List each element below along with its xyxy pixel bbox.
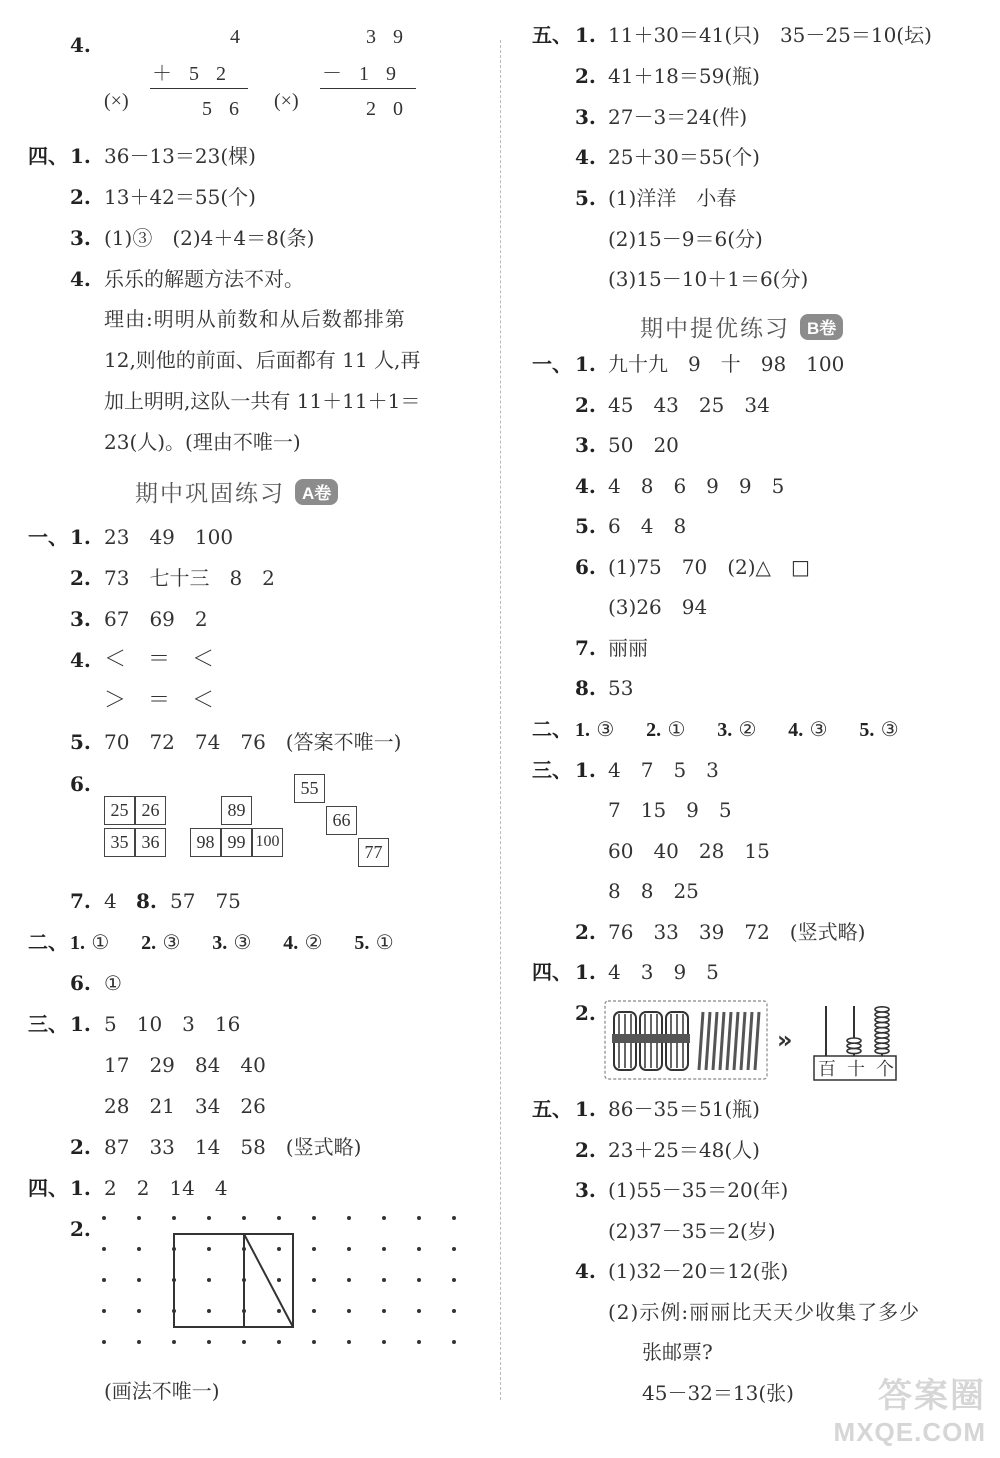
answer: 11＋30＝41(只) 35－25＝10(坛)	[608, 23, 932, 47]
q4-number: 4.	[70, 33, 91, 57]
q-number: 4.	[70, 267, 91, 291]
grid-cell: 99	[221, 828, 252, 857]
answer: 36－13＝23(棵)	[104, 144, 256, 168]
answer: 九十九 9 十 98 100	[608, 352, 845, 376]
grid-dot	[242, 1216, 246, 1220]
diagonal-line	[244, 1234, 293, 1327]
calc1-mid: ＋ 5 2	[152, 63, 232, 85]
answer: ＜ ＝ ＜	[104, 647, 215, 672]
stick	[741, 1012, 745, 1070]
grid-dot	[172, 1340, 176, 1344]
answer: ①	[91, 930, 110, 954]
bead	[847, 1038, 861, 1043]
section-five: 五、	[532, 23, 572, 47]
q-number: 6.	[575, 555, 596, 579]
q-number: 3.	[212, 932, 228, 954]
q-number: 7.	[575, 636, 596, 660]
answer: ③	[233, 930, 252, 954]
q-number: 3.	[575, 1178, 596, 1202]
grid-dot	[452, 1247, 456, 1251]
grid-dot	[417, 1247, 421, 1251]
answer: 2 2 14 4	[104, 1176, 228, 1200]
grid-cell: 100	[252, 828, 283, 857]
grid-dot	[382, 1247, 386, 1251]
calc1-line	[150, 88, 248, 89]
q-number: 5.	[859, 719, 875, 741]
q-number: 4.	[788, 719, 804, 741]
grid-dot	[452, 1216, 456, 1220]
answer: (1)32－20＝12(张)	[608, 1259, 789, 1283]
answer: 86－35＝51(瓶)	[608, 1097, 760, 1121]
section-two: 二、	[28, 930, 68, 954]
grid-dot	[452, 1340, 456, 1344]
grid-dot	[102, 1216, 106, 1220]
q-number: 4.	[575, 145, 596, 169]
grid-dot	[277, 1309, 281, 1313]
badge-a: A卷	[295, 479, 338, 505]
section-two: 二、	[532, 717, 572, 741]
answer: ③	[596, 717, 615, 741]
answer: (1)55－35＝20(年)	[608, 1178, 789, 1202]
vertical-calc-2	[270, 22, 430, 132]
grid-dot	[172, 1216, 176, 1220]
grid-dot	[347, 1278, 351, 1282]
answer: ③	[880, 717, 899, 741]
grid-dot	[347, 1309, 351, 1313]
reason-line: 加上明明,这队一共有 11＋11＋1＝	[104, 389, 421, 413]
grid-dot	[207, 1340, 211, 1344]
choice-row	[575, 716, 899, 743]
grid-cell: 35	[104, 828, 135, 857]
reason-line: 12,则他的前面、后面都有 11 人,再	[104, 348, 421, 372]
grid-dot	[382, 1278, 386, 1282]
answer: 67 69 2	[104, 607, 208, 631]
answer: 4 7 5 3	[608, 758, 719, 782]
vertical-calc-1	[100, 22, 260, 132]
grid-cell: 89	[221, 796, 252, 825]
q-number: 5.	[575, 514, 596, 538]
grid-dot	[382, 1216, 386, 1220]
answer: 70 72 74 76 (答案不唯一)	[104, 730, 402, 754]
answer: 6 4 8	[608, 514, 687, 538]
grid-cell: 26	[135, 796, 166, 825]
section-heading-a	[135, 475, 338, 508]
q-number: 2.	[575, 920, 596, 944]
grid-dot	[102, 1278, 106, 1282]
beads-tens	[847, 1038, 861, 1054]
answer: ①	[104, 971, 122, 995]
q-number: 3.	[70, 607, 91, 631]
bead	[875, 1007, 889, 1012]
q-number: 1.	[575, 1097, 596, 1121]
answer: 45 43 25 34	[608, 393, 770, 417]
calc2-top: 3 9	[366, 26, 409, 48]
dot-grid-drawing	[95, 1210, 470, 1360]
calc2-mid: － 1 9	[322, 63, 402, 85]
answer: 乐乐的解题方法不对。	[104, 267, 304, 291]
grid-dot	[102, 1247, 106, 1251]
heading-title: 期中提优练习	[640, 316, 790, 342]
section-one: 一、	[28, 525, 68, 549]
stick	[755, 1012, 759, 1070]
stick	[713, 1012, 717, 1070]
column-divider	[500, 40, 501, 1400]
q-number: 1.	[70, 932, 85, 954]
q-number: 1.	[575, 758, 596, 782]
answer: 23 49 100	[104, 525, 234, 549]
answer: ③	[809, 717, 828, 741]
grid-dot	[417, 1278, 421, 1282]
grid-dot	[102, 1340, 106, 1344]
calc2-result: 2 0	[366, 98, 409, 120]
abacus-labels	[818, 1057, 894, 1083]
answer: 41＋18＝59(瓶)	[608, 64, 760, 88]
calc1-top: 4	[230, 26, 240, 48]
bundle	[612, 1012, 638, 1070]
answer: 50 20	[608, 433, 679, 457]
answer: 张邮票?	[642, 1340, 713, 1364]
answer: 76 33 39 72 (竖式略)	[608, 920, 866, 944]
choice-row	[70, 929, 394, 956]
grid-dot	[312, 1247, 316, 1251]
grid-dot	[417, 1216, 421, 1220]
answer: 57 75	[170, 889, 241, 913]
q-number: 6.	[70, 772, 91, 796]
q-number: 2.	[70, 1135, 91, 1159]
arrow-icon: »	[777, 1026, 793, 1054]
grid-dot	[207, 1216, 211, 1220]
grid-dot	[207, 1309, 211, 1313]
section-four: 四、	[28, 1176, 68, 1200]
answer: 27－3＝24(件)	[608, 105, 748, 129]
grid-dot	[277, 1216, 281, 1220]
answer: 23＋25＝48(人)	[608, 1138, 760, 1162]
grid-cell: 25	[104, 796, 135, 825]
grid-dot	[137, 1309, 141, 1313]
section-one: 一、	[532, 352, 572, 376]
answer: (2)37－35＝2(岁)	[608, 1219, 776, 1243]
calc1-result: 5 6	[202, 98, 245, 120]
grid-dot	[207, 1247, 211, 1251]
section-five: 五、	[532, 1097, 572, 1121]
answer: 73 七十三 8 2	[104, 566, 275, 590]
q-number: 2.	[575, 1138, 596, 1162]
bundle	[664, 1012, 690, 1070]
grid-dot	[347, 1216, 351, 1220]
grid-cell: 66	[326, 806, 357, 835]
answer: (2)15－9＝6(分)	[608, 227, 763, 251]
answer: (1)75 70 (2)△ □	[608, 555, 810, 579]
grid-dot	[347, 1247, 351, 1251]
answer: (2)示例:丽丽比天天少收集了多少	[608, 1300, 921, 1324]
section-three: 三、	[532, 758, 572, 782]
answer: 45－32＝13(张)	[642, 1381, 794, 1405]
q-number: 2.	[70, 566, 91, 590]
answer: 丽丽	[608, 636, 648, 660]
stick	[720, 1012, 724, 1070]
q-number: 5.	[575, 186, 596, 210]
q-number: 1.	[70, 525, 91, 549]
beads-ones	[875, 1007, 889, 1054]
grid-dot	[382, 1340, 386, 1344]
q-number: 7.	[70, 889, 91, 913]
q-number: 2.	[141, 932, 157, 954]
q-number: 2.	[646, 719, 662, 741]
answer: ①	[667, 717, 686, 741]
q-number: 1.	[575, 352, 596, 376]
q-number: 1.	[70, 144, 91, 168]
section-heading-b	[640, 310, 843, 343]
answer: 87 33 14 58 (竖式略)	[104, 1135, 362, 1159]
q-number: 4.	[70, 648, 91, 672]
heading-title: 期中巩固练习	[135, 481, 285, 507]
grid-dot	[417, 1340, 421, 1344]
calc2-line	[320, 88, 416, 89]
abacus-label: 十	[847, 1059, 865, 1080]
stick	[734, 1012, 738, 1070]
answer: 5 10 3 16	[104, 1012, 241, 1036]
q-number: 5.	[70, 730, 91, 754]
q-number: 8.	[575, 676, 596, 700]
section-four: 四、	[532, 960, 572, 984]
single-sticks	[699, 1012, 759, 1070]
q-number: 1.	[575, 23, 596, 47]
reason-line: 理由:明明从前数和从后数都排第	[104, 307, 406, 331]
answer: ②	[738, 717, 757, 741]
q-number: 2.	[575, 393, 596, 417]
q-number: 3.	[575, 105, 596, 129]
q-number: 3.	[575, 433, 596, 457]
answer: ①	[375, 930, 394, 954]
q-number: 2.	[70, 185, 91, 209]
answer: (3)15－10＋1＝6(分)	[608, 267, 809, 291]
grid-dot	[102, 1309, 106, 1313]
q-number: 4.	[575, 1259, 596, 1283]
answer: 4 8 6 9 9 5	[608, 474, 785, 498]
answer: (1)洋洋 小春	[608, 186, 737, 210]
answer: ＞ ＝ ＜	[104, 688, 215, 713]
abacus-label: 个	[876, 1059, 894, 1080]
q-number: 1.	[575, 960, 596, 984]
section-three: 三、	[28, 1012, 68, 1036]
answer: (1)③ (2)4＋4＝8(条)	[104, 226, 315, 250]
grid-dot	[277, 1340, 281, 1344]
answer: 17 29 84 40	[104, 1053, 266, 1077]
grid-cell: 98	[190, 828, 221, 857]
bundle	[638, 1012, 664, 1070]
watermark-top: 答案圈	[878, 1376, 986, 1416]
answer: 60 40 28 15	[608, 839, 770, 863]
q-number: 3.	[70, 226, 91, 250]
grid-dot	[382, 1309, 386, 1313]
grid-dot	[277, 1278, 281, 1282]
q-number: 8.	[136, 889, 157, 913]
note: (画法不唯一)	[104, 1379, 220, 1403]
answer: (3)26 94	[608, 595, 708, 619]
grid-dot	[312, 1278, 316, 1282]
grid-dot	[137, 1278, 141, 1282]
grid-dot	[452, 1309, 456, 1313]
dot-grid	[102, 1216, 456, 1344]
badge-b: B卷	[800, 314, 843, 340]
grid-dot	[277, 1247, 281, 1251]
stick	[727, 1012, 731, 1070]
grid-dot	[312, 1309, 316, 1313]
grid-dot	[347, 1340, 351, 1344]
grid-dot	[137, 1340, 141, 1344]
stick	[706, 1012, 710, 1070]
answer: 8 8 25	[608, 879, 699, 903]
answer: 4	[104, 889, 117, 913]
grid-cell: 77	[358, 838, 389, 867]
answer: ③	[162, 930, 181, 954]
q-number: 2.	[575, 1001, 596, 1025]
stick	[699, 1012, 703, 1070]
grid-dot	[312, 1216, 316, 1220]
calc2-mark: (×)	[274, 90, 299, 112]
grid-dot	[137, 1216, 141, 1220]
answer: 25＋30＝55(个)	[608, 145, 760, 169]
grid-dot	[312, 1340, 316, 1344]
q-number: 2.	[575, 64, 596, 88]
watermark	[834, 1368, 986, 1448]
reason-line: 23(人)。(理由不唯一)	[104, 430, 301, 454]
grid-dot	[207, 1278, 211, 1282]
grid-dot	[417, 1309, 421, 1313]
q-number: 1.	[70, 1012, 91, 1036]
section-four: 四、	[28, 144, 68, 168]
q-number: 4.	[283, 932, 299, 954]
grid-cell: 36	[135, 828, 166, 857]
stick-bundles-figure	[604, 1000, 769, 1082]
grid-dot	[452, 1278, 456, 1282]
answer: 28 21 34 26	[104, 1094, 266, 1118]
answer: 7 15 9 5	[608, 798, 732, 822]
stick	[748, 1012, 752, 1070]
grid-dot	[137, 1247, 141, 1251]
q-number: 6.	[70, 971, 91, 995]
calc1-mark: (×)	[104, 90, 129, 112]
grid-cell: 55	[294, 774, 325, 803]
grid-dot	[242, 1340, 246, 1344]
q-number: 5.	[354, 932, 370, 954]
answer: 13＋42＝55(个)	[104, 185, 256, 209]
q-number: 1.	[575, 719, 590, 741]
q-number: 4.	[575, 474, 596, 498]
answer: 4 3 9 5	[608, 960, 719, 984]
drawn-rectangle	[174, 1234, 293, 1327]
q-number: 2.	[70, 1217, 91, 1241]
answer: ②	[304, 930, 323, 954]
q-number: 3.	[717, 719, 733, 741]
q-number: 1.	[70, 1176, 91, 1200]
abacus-label: 百	[818, 1059, 836, 1080]
answer: 53	[608, 676, 634, 700]
watermark-bottom: MXQE.COM	[833, 1417, 986, 1447]
